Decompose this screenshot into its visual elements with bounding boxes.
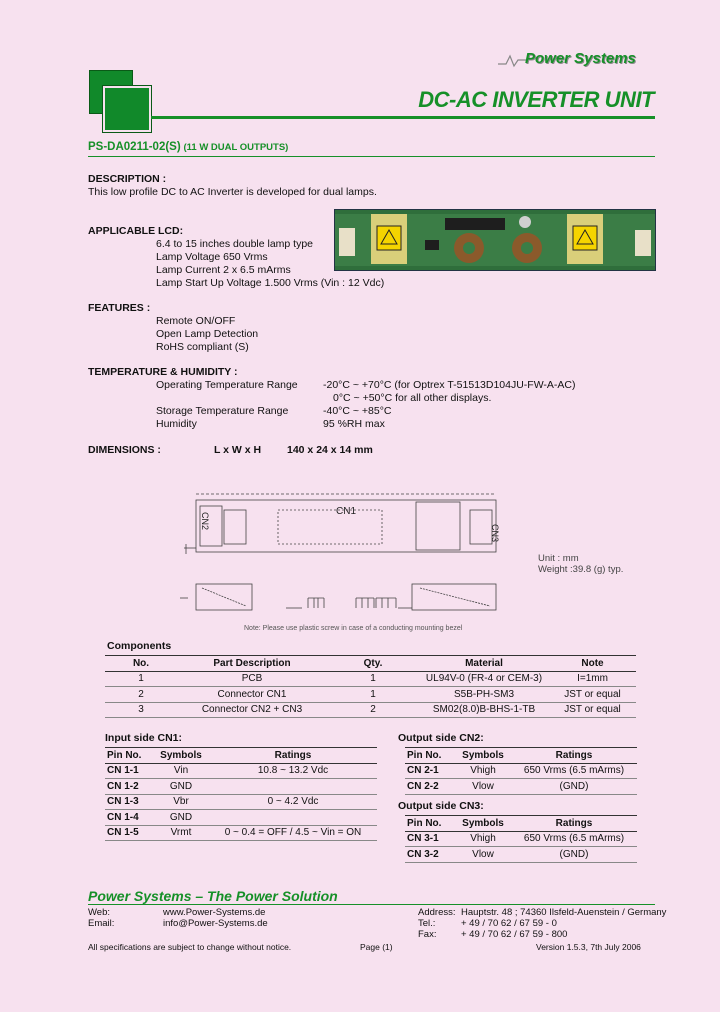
feature-item: Remote ON/OFF bbox=[156, 315, 236, 327]
description-text: This low profile DC to AC Inverter is developed for dual lamps. bbox=[88, 186, 377, 198]
cell: Connector CN2 + CN3 bbox=[177, 702, 327, 718]
drawing-weight: Weight :39.8 (g) typ. bbox=[538, 564, 624, 575]
address-label: Address: bbox=[418, 907, 456, 918]
email-link[interactable]: info@Power-Systems.de bbox=[163, 918, 268, 929]
table-row bbox=[405, 847, 637, 863]
cell: CN 3-2 bbox=[405, 847, 455, 863]
address-value: Hauptstr. 48 ; 74360 Ilsfeld-Auenstein / Germany bbox=[461, 907, 667, 918]
lcd-line: 6.4 to 15 inches double lamp type bbox=[156, 238, 314, 250]
footer-tagline: Power Systems – The Power Solution bbox=[88, 888, 338, 904]
feature-item: Open Lamp Detection bbox=[156, 328, 259, 340]
page-number: Page (1) bbox=[360, 942, 393, 952]
cell: Vlow bbox=[455, 847, 511, 863]
temp-value: -40°C ~ +85°C bbox=[323, 405, 392, 417]
model-line bbox=[88, 141, 288, 153]
components-col-qty: Qty. bbox=[327, 656, 419, 672]
tel-value: + 49 / 70 62 / 67 59 - 0 bbox=[461, 918, 557, 929]
fax-value: + 49 / 70 62 / 67 59 - 800 bbox=[461, 929, 568, 940]
table-row bbox=[105, 825, 377, 841]
cell: I=1mm bbox=[549, 671, 636, 687]
components-col-note: Note bbox=[549, 656, 636, 672]
cell: 650 Vrms (6.5 mArms) bbox=[511, 763, 637, 779]
cell: Vin bbox=[153, 763, 209, 779]
email-label: Email: bbox=[88, 918, 115, 929]
cell: Connector CN1 bbox=[177, 687, 327, 703]
cell: (GND) bbox=[511, 779, 637, 795]
lcd-line: Lamp Voltage 650 Vrms bbox=[156, 251, 268, 263]
table-row bbox=[405, 763, 637, 779]
drawing-cn2: CN2 bbox=[200, 512, 210, 531]
table-row bbox=[405, 831, 637, 847]
cell: Vhigh bbox=[455, 763, 511, 779]
footer-rule bbox=[88, 904, 655, 905]
cell: 1 bbox=[327, 687, 419, 703]
cell: 2 bbox=[327, 702, 419, 718]
table-row bbox=[105, 702, 636, 718]
tel-label: Tel.: bbox=[418, 918, 436, 929]
cell: CN 2-2 bbox=[405, 779, 455, 795]
cell: CN 1-4 bbox=[105, 810, 153, 826]
cn3-col-symbol: Symbols bbox=[455, 816, 511, 832]
product-photo bbox=[334, 209, 656, 271]
cell: JST or equal bbox=[549, 702, 636, 718]
cell: CN 3-1 bbox=[405, 831, 455, 847]
disclaimer: All specifications are subject to change without notice. bbox=[88, 942, 292, 952]
cn2-heading: Output side CN2: bbox=[398, 732, 484, 744]
cell: 650 Vrms (6.5 mArms) bbox=[511, 831, 637, 847]
dimensions-heading: DIMENSIONS : bbox=[88, 444, 161, 456]
lcd-line: Lamp Start Up Voltage 1.500 Vrms (Vin : 12 Vdc) bbox=[156, 277, 385, 289]
cell: GND bbox=[153, 779, 209, 795]
cn2-col-pin: Pin No. bbox=[405, 748, 455, 764]
cell: CN 1-2 bbox=[105, 779, 153, 795]
lcd-heading: APPLICABLE LCD: bbox=[88, 225, 184, 237]
dimension-drawing bbox=[176, 480, 526, 640]
cn3-heading: Output side CN3: bbox=[398, 800, 484, 812]
components-col-material: Material bbox=[419, 656, 549, 672]
cn3-table bbox=[405, 815, 637, 863]
cn1-col-symbol: Symbols bbox=[153, 748, 209, 764]
power-note: (11 W DUAL OUTPUTS) bbox=[183, 142, 289, 153]
web-link[interactable]: www.Power-Systems.de bbox=[163, 907, 266, 918]
description-heading: DESCRIPTION : bbox=[88, 173, 167, 185]
cn2-table bbox=[405, 747, 637, 795]
temp-label: Humidity bbox=[156, 418, 197, 430]
drawing-unit: Unit : mm bbox=[538, 553, 579, 564]
cell: GND bbox=[153, 810, 209, 826]
feature-item: RoHS compliant (S) bbox=[156, 341, 249, 353]
cell: CN 2-1 bbox=[405, 763, 455, 779]
temp-value: 0°C ~ +50°C for all other displays. bbox=[333, 392, 492, 404]
cell: PCB bbox=[177, 671, 327, 687]
cell bbox=[209, 810, 377, 826]
model-number: PS-DA0211-02(S) bbox=[88, 141, 181, 153]
components-col-part: Part Description bbox=[177, 656, 327, 672]
cell: CN 1-5 bbox=[105, 825, 153, 841]
temp-label: Storage Temperature Range bbox=[156, 405, 289, 417]
header-rule bbox=[151, 116, 655, 119]
fax-label: Fax: bbox=[418, 929, 437, 940]
cn2-col-symbol: Symbols bbox=[455, 748, 511, 764]
temperature-heading: TEMPERATURE & HUMIDITY : bbox=[88, 366, 238, 378]
table-row bbox=[105, 810, 377, 826]
cn2-col-rating: Ratings bbox=[511, 748, 637, 764]
model-rule bbox=[88, 156, 655, 157]
temp-label: Operating Temperature Range bbox=[156, 379, 298, 391]
cn3-col-rating: Ratings bbox=[511, 816, 637, 832]
drawing-cn1: CN1 bbox=[336, 506, 357, 517]
cell: 1 bbox=[327, 671, 419, 687]
cell: 2 bbox=[105, 687, 177, 703]
cell: Vbr bbox=[153, 794, 209, 810]
page-title: DC-AC INVERTER UNIT bbox=[418, 87, 654, 112]
table-row bbox=[105, 671, 636, 687]
cn1-col-pin: Pin No. bbox=[105, 748, 153, 764]
cell: 0 ~ 4.2 Vdc bbox=[209, 794, 377, 810]
lcd-line: Lamp Current 2 x 6.5 mArms bbox=[156, 264, 291, 276]
cell: (GND) bbox=[511, 847, 637, 863]
table-row bbox=[105, 794, 377, 810]
table-row bbox=[105, 779, 377, 795]
drawing-note: Note: Please use plastic screw in case of a conducting mounting bezel bbox=[244, 625, 463, 632]
logo-square-front bbox=[103, 86, 151, 132]
cell: UL94V-0 (FR-4 or CEM-3) bbox=[419, 671, 549, 687]
cell: 0 ~ 0.4 = OFF / 4.5 ~ Vin = ON bbox=[209, 825, 377, 841]
web-label: Web: bbox=[88, 907, 111, 918]
brand-logo: Power Systems bbox=[525, 50, 636, 67]
table-row bbox=[105, 687, 636, 703]
components-heading: Components bbox=[107, 640, 172, 652]
cell: CN 1-3 bbox=[105, 794, 153, 810]
temp-value: -20°C ~ +70°C (for Optrex T-51513D104JU-FW-A-AC) bbox=[323, 379, 576, 391]
cn3-col-pin: Pin No. bbox=[405, 816, 455, 832]
cell: S5B-PH-SM3 bbox=[419, 687, 549, 703]
cell: Vhigh bbox=[455, 831, 511, 847]
cell: 3 bbox=[105, 702, 177, 718]
brand-wave-icon bbox=[498, 52, 528, 70]
components-table bbox=[105, 655, 636, 718]
cell: JST or equal bbox=[549, 687, 636, 703]
cn1-heading: Input side CN1: bbox=[105, 732, 183, 744]
cell: Vrmt bbox=[153, 825, 209, 841]
dimensions-axes: L x W x H bbox=[214, 444, 262, 456]
table-row bbox=[405, 779, 637, 795]
cell: 1 bbox=[105, 671, 177, 687]
cell: 10.8 ~ 13.2 Vdc bbox=[209, 763, 377, 779]
components-col-no: No. bbox=[105, 656, 177, 672]
dimensions-value: 140 x 24 x 14 mm bbox=[287, 444, 373, 456]
cell: CN 1-1 bbox=[105, 763, 153, 779]
cell: Vlow bbox=[455, 779, 511, 795]
cn1-col-rating: Ratings bbox=[209, 748, 377, 764]
temp-value: 95 %RH max bbox=[323, 418, 385, 430]
cell: SM02(8.0)B-BHS-1-TB bbox=[419, 702, 549, 718]
cell bbox=[209, 779, 377, 795]
table-row bbox=[105, 763, 377, 779]
features-heading: FEATURES : bbox=[88, 302, 151, 314]
version: Version 1.5.3, 7th July 2006 bbox=[536, 942, 641, 952]
drawing-cn3: CN3 bbox=[490, 524, 500, 543]
cn1-table bbox=[105, 747, 377, 841]
